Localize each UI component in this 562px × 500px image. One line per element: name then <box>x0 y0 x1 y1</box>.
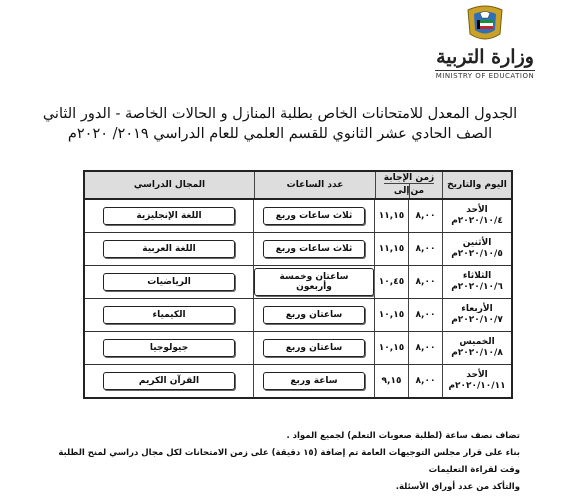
day-name: الخميس <box>459 337 495 347</box>
day-name: الأثنين <box>462 238 492 248</box>
header-to: إلى <box>393 186 410 196</box>
note-line-2: بناء على قرار مجلس التوجيهات العامة تم إضافة (١٥ دقيقة) على زمن الامتحانات لكل مجال دراسي لمنح الطلبة وقت لقراءة التعليمات <box>58 448 520 475</box>
cell-subject <box>85 332 253 364</box>
table-header <box>85 172 511 200</box>
cell-hours <box>253 233 374 265</box>
cell-hours <box>253 332 374 364</box>
cell-from: ٨,٠٠ <box>408 233 442 265</box>
table-row <box>85 365 511 397</box>
ministry-logo <box>430 4 540 94</box>
hours-label: ثلاث ساعات وربع <box>263 240 365 258</box>
cell-from: ٨,٠٠ <box>408 200 442 232</box>
cell-day <box>442 299 511 331</box>
hours-label: ساعتان وربع <box>263 339 365 357</box>
day-date: ٢٠٢٠/١٠/٦م <box>451 282 503 292</box>
cell-day <box>442 332 511 364</box>
cell-from: ٨,٠٠ <box>408 299 442 331</box>
day-date: ٢٠٢٠/١٠/٧م <box>451 315 503 325</box>
day-date: ٢٠٢٠/١٠/٤م <box>451 216 503 226</box>
subject-label: اللغة الإنجليزية <box>103 207 235 225</box>
day-date: ٢٠٢٠/١٠/٨م <box>451 348 503 358</box>
cell-day <box>442 365 511 397</box>
cell-hours <box>253 200 374 232</box>
cell-to: ١٠,١٥ <box>374 332 408 364</box>
day-name: الأحد <box>466 205 488 215</box>
ministry-name-arabic: وزارة التربية <box>436 46 534 68</box>
subject-label: الرياضيات <box>103 273 235 291</box>
exam-schedule-table <box>83 170 513 399</box>
cell-subject <box>85 266 253 298</box>
day-name: الثلاثاء <box>462 271 492 281</box>
day-name: الأربعاء <box>461 304 493 314</box>
header-hours: عدد الساعات <box>254 172 375 198</box>
notes <box>40 428 520 496</box>
cell-day <box>442 200 511 232</box>
header-from: من <box>410 186 425 196</box>
cell-from: ٨,٠٠ <box>408 365 442 397</box>
table-row <box>85 266 511 299</box>
cell-from: ٨,٠٠ <box>408 266 442 298</box>
cell-subject <box>85 299 253 331</box>
cell-subject <box>85 233 253 265</box>
hours-label: ساعة وربع <box>263 372 365 390</box>
cell-subject <box>85 200 253 232</box>
day-date: ٢٠٢٠/١٠/٥م <box>451 249 503 259</box>
cell-to: ١١,١٥ <box>374 200 408 232</box>
cell-hours <box>253 299 374 331</box>
title-line-1: الجدول المعدل للامتحانات الخاص بطلبة المنازل و الحالات الخاصة - الدور الثاني <box>42 106 518 122</box>
ministry-name-english: MINISTRY OF EDUCATION <box>435 72 535 80</box>
note-line-1: تضاف نصف ساعة (لطلبة صعوبات التعلم) لجميع المواد . <box>286 431 520 441</box>
day-date: ٢٠٢٠/١٠/١١م <box>448 381 506 391</box>
cell-day <box>442 233 511 265</box>
note-line-3: والتأكد من عدد أوراق الأسئلة. <box>395 482 520 492</box>
subject-label: اللغة العربية <box>103 240 235 258</box>
cell-to: ١٠,٤٥ <box>374 266 408 298</box>
cell-hours <box>253 266 374 298</box>
subject-label: جيولوجيا <box>103 339 235 357</box>
title-line-2: الصف الحادي عشر الثانوي للقسم العلمي للعام الدراسي ٢٠١٩/ ٢٠٢٠م <box>67 126 493 142</box>
document-title <box>30 104 530 144</box>
table-row <box>85 233 511 266</box>
hours-label: ساعتان وخمسة وأربعون <box>254 268 374 296</box>
cell-subject <box>85 365 253 397</box>
cell-to: ٩,١٥ <box>374 365 408 397</box>
day-name: الأحد <box>466 370 488 380</box>
hours-label: ساعتان وربع <box>263 306 365 324</box>
subject-label: الكيمياء <box>103 306 235 324</box>
cell-day <box>442 266 511 298</box>
cell-to: ١١,١٥ <box>374 233 408 265</box>
header-answer-time <box>375 172 442 198</box>
cell-from: ٨,٠٠ <box>408 332 442 364</box>
kuwait-emblem-icon <box>460 4 510 44</box>
table-row <box>85 332 511 365</box>
header-day: اليوم والتاريخ <box>442 172 511 198</box>
header-answer-time-label: زمن الإجابة <box>383 172 435 183</box>
table-row <box>85 200 511 233</box>
cell-hours <box>253 365 374 397</box>
logo-divider <box>435 70 535 71</box>
hours-label: ثلاث ساعات وربع <box>263 207 365 225</box>
header-subject: المجال الدراسي <box>133 180 206 190</box>
table-row <box>85 299 511 332</box>
subject-label: القرآن الكريم <box>103 372 235 390</box>
cell-to: ١٠,١٥ <box>374 299 408 331</box>
